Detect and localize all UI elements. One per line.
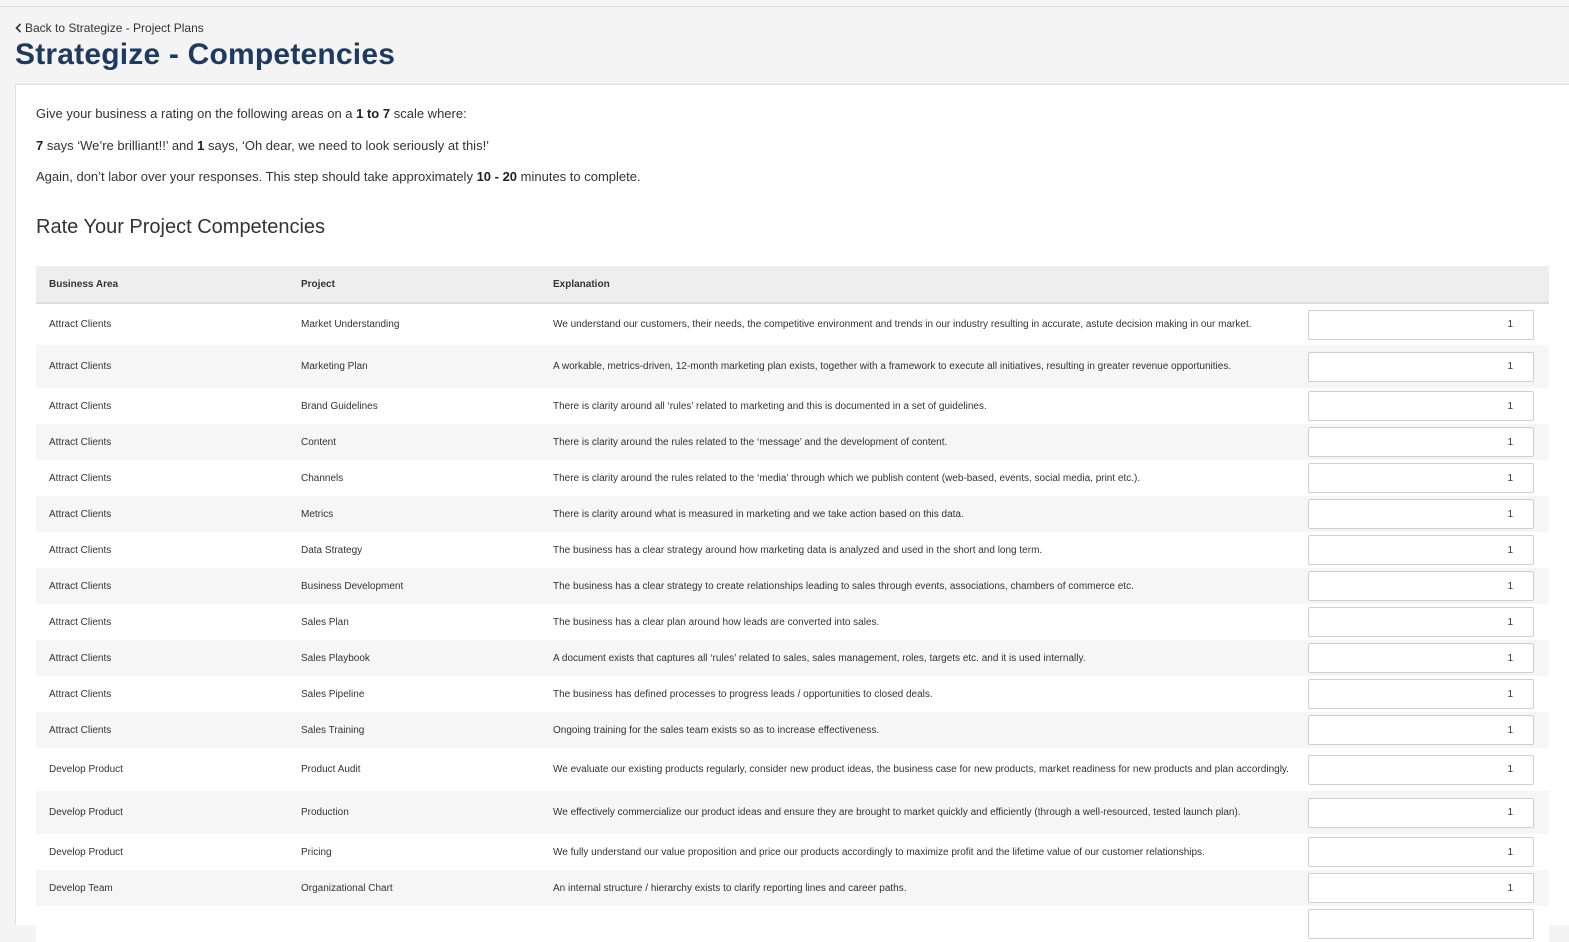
- table-row: [36, 496, 1549, 532]
- explanation-cell: We fully understand our value proposition and price our products accordingly to maximize profit and the lifetime value of our customer relationships.: [553, 846, 1205, 858]
- project-cell: Brand Guidelines: [301, 400, 378, 412]
- rating-input[interactable]: [1308, 391, 1534, 421]
- rating-input[interactable]: [1308, 352, 1534, 382]
- explanation-cell: The business has defined processes to progress leads / opportunities to closed deals.: [553, 688, 933, 700]
- column-header-explanation: Explanation: [553, 278, 610, 290]
- rating-input[interactable]: [1308, 427, 1534, 457]
- project-cell: Pricing: [301, 846, 332, 858]
- explanation-cell: There is clarity around the rules related to the ‘message’ and the development of content.: [553, 436, 948, 448]
- instruction-line-2: [36, 138, 489, 153]
- rating-input[interactable]: [1308, 909, 1534, 939]
- rating-input[interactable]: [1308, 873, 1534, 903]
- rating-cell: [1295, 568, 1549, 604]
- rating-cell: [1295, 388, 1549, 424]
- business-area-cell: Attract Clients: [49, 319, 112, 330]
- table-row: [36, 748, 1549, 791]
- competencies-table: [36, 266, 1549, 942]
- rating-cell: [1295, 791, 1549, 834]
- table-row: [36, 712, 1549, 748]
- project-cell: Market Understanding: [301, 319, 400, 330]
- section-title: Rate Your Project Competencies: [36, 216, 326, 238]
- table-row: [36, 676, 1549, 712]
- rating-input[interactable]: [1308, 798, 1534, 828]
- explanation-cell: [540, 906, 1295, 942]
- table-row: [36, 870, 1549, 906]
- project-cell: Business Development: [301, 580, 404, 592]
- instruction-text: minutes to complete.: [517, 169, 641, 184]
- column-header-rating: [1295, 266, 1549, 303]
- rating-cell: [1295, 424, 1549, 460]
- table-row: [36, 568, 1549, 604]
- project-cell: Sales Plan: [301, 616, 349, 628]
- content-panel: [15, 84, 1569, 925]
- business-area-cell: Attract Clients: [49, 688, 112, 700]
- rating-cell: [1295, 303, 1549, 345]
- instruction-text: scale where:: [390, 106, 467, 121]
- explanation-cell: We understand our customers, their needs, the competitive environment and trends in our industry resulting in accurate, astute decision making in our market.: [553, 319, 1252, 330]
- business-area-cell: Attract Clients: [49, 724, 112, 736]
- business-area-cell: Attract Clients: [49, 472, 112, 484]
- business-area-cell: Develop Product: [49, 764, 123, 775]
- time-estimate: 10 - 20: [476, 169, 518, 184]
- instruction-line-1: [36, 106, 467, 121]
- project-cell: Organizational Chart: [301, 882, 393, 894]
- table-row: [36, 424, 1549, 460]
- rating-cell: [1295, 748, 1549, 791]
- business-area-cell: Attract Clients: [49, 436, 112, 448]
- table-row: [36, 460, 1549, 496]
- table-header-row: [36, 266, 1549, 303]
- table-row: [36, 303, 1549, 345]
- business-area-cell: Attract Clients: [49, 400, 112, 412]
- rating-cell: [1295, 345, 1549, 388]
- business-area-cell: Attract Clients: [49, 652, 112, 664]
- project-cell: Channels: [301, 472, 344, 484]
- business-area-cell: Attract Clients: [49, 544, 112, 556]
- rating-input[interactable]: [1308, 499, 1534, 529]
- project-cell: Content: [301, 436, 337, 448]
- explanation-cell: A workable, metrics-driven, 12-month marketing plan exists, together with a framework to execute all initiatives, resulting in greater revenue opportunities.: [553, 361, 1232, 372]
- business-area-cell: Develop Product: [49, 807, 123, 818]
- rating-cell: [1295, 532, 1549, 568]
- explanation-cell: Ongoing training for the sales team exists so as to increase effectiveness.: [553, 724, 880, 736]
- table-row: [36, 345, 1549, 388]
- business-area-cell: Develop Product: [49, 846, 123, 858]
- table-row: [36, 791, 1549, 834]
- rating-cell: [1295, 906, 1549, 942]
- project-cell: Data Strategy: [301, 544, 363, 556]
- back-link[interactable]: [15, 21, 204, 35]
- rating-input[interactable]: [1308, 715, 1534, 745]
- explanation-cell: An internal structure / hierarchy exists to clarify reporting lines and career paths.: [553, 882, 907, 894]
- explanation-cell: There is clarity around the rules related to the ‘media’ through which we publish content (web-based, events, social media, print etc.).: [553, 472, 1141, 484]
- rating-input[interactable]: [1308, 607, 1534, 637]
- table-row: [36, 604, 1549, 640]
- scale-range: 1 to 7: [356, 106, 391, 121]
- rating-cell: [1295, 676, 1549, 712]
- business-area-cell: Develop Team: [49, 882, 113, 894]
- rating-input[interactable]: [1308, 310, 1534, 340]
- rating-input[interactable]: [1308, 571, 1534, 601]
- business-area-cell: [36, 906, 288, 942]
- table-row: [36, 532, 1549, 568]
- explanation-cell: A document exists that captures all ‘rules’ related to sales, sales management, roles, targets etc. and it is used internally.: [553, 652, 1086, 664]
- project-cell: Marketing Plan: [301, 361, 368, 372]
- top-divider: [0, 6, 1569, 7]
- rating-input[interactable]: [1308, 463, 1534, 493]
- table-row: [36, 834, 1549, 870]
- rating-cell: [1295, 870, 1549, 906]
- instruction-text: says ‘We’re brilliant!!’ and: [43, 138, 198, 153]
- rating-cell: [1295, 712, 1549, 748]
- explanation-cell: We evaluate our existing products regularly, consider new product ideas, the business case for new products, market readiness for new products and plan accordingly.: [553, 764, 1289, 775]
- project-cell: [288, 906, 540, 942]
- explanation-cell: There is clarity around all ‘rules’ related to marketing and this is documented in a set of guidelines.: [553, 400, 987, 412]
- scale-max: 7: [36, 138, 44, 153]
- rating-input[interactable]: [1308, 755, 1534, 785]
- business-area-cell: Attract Clients: [49, 580, 112, 592]
- page-title: Strategize - Competencies: [15, 38, 396, 71]
- rating-input[interactable]: [1308, 837, 1534, 867]
- table-row: [36, 640, 1549, 676]
- instruction-text: says, ‘Oh dear, we need to look seriously at this!’: [204, 138, 490, 153]
- instruction-text: Again, don’t labor over your responses. This step should take approximately: [36, 169, 477, 184]
- business-area-cell: Attract Clients: [49, 508, 112, 520]
- rating-cell: [1295, 640, 1549, 676]
- project-cell: Metrics: [301, 508, 334, 520]
- project-cell: Production: [301, 807, 349, 818]
- rating-input[interactable]: [1308, 643, 1534, 673]
- business-area-cell: Attract Clients: [49, 361, 112, 372]
- business-area-cell: Attract Clients: [49, 616, 112, 628]
- instruction-text: Give your business a rating on the following areas on a: [36, 106, 357, 121]
- rating-cell: [1295, 496, 1549, 532]
- explanation-cell: The business has a clear strategy around how marketing data is analyzed and used in the short and long term.: [553, 544, 1043, 556]
- project-cell: Sales Pipeline: [301, 688, 365, 700]
- rating-cell: [1295, 604, 1549, 640]
- rating-cell: [1295, 460, 1549, 496]
- column-header-business-area: Business Area: [49, 278, 119, 290]
- explanation-cell: There is clarity around what is measured in marketing and we take action based on this data.: [553, 508, 964, 520]
- project-cell: Sales Training: [301, 724, 365, 736]
- column-header-project: Project: [301, 278, 335, 290]
- scale-min: 1: [197, 138, 205, 153]
- back-link-label: Back to Strategize - Project Plans: [25, 21, 204, 35]
- table-row: [36, 906, 1549, 942]
- chevron-left-icon: [15, 23, 22, 33]
- project-cell: Product Audit: [301, 764, 361, 775]
- rating-cell: [1295, 834, 1549, 870]
- rating-input[interactable]: [1308, 535, 1534, 565]
- instruction-line-3: [36, 169, 641, 184]
- explanation-cell: The business has a clear plan around how leads are converted into sales.: [553, 616, 880, 628]
- table-row: [36, 388, 1549, 424]
- explanation-cell: The business has a clear strategy to create relationships leading to sales through events, associations, chambers of commerce etc.: [553, 580, 1134, 592]
- explanation-cell: We effectively commercialize our product ideas and ensure they are brought to market quickly and efficiently (through a well-resourced, tested launch plan).: [553, 807, 1241, 818]
- project-cell: Sales Playbook: [301, 652, 370, 664]
- rating-input[interactable]: [1308, 679, 1534, 709]
